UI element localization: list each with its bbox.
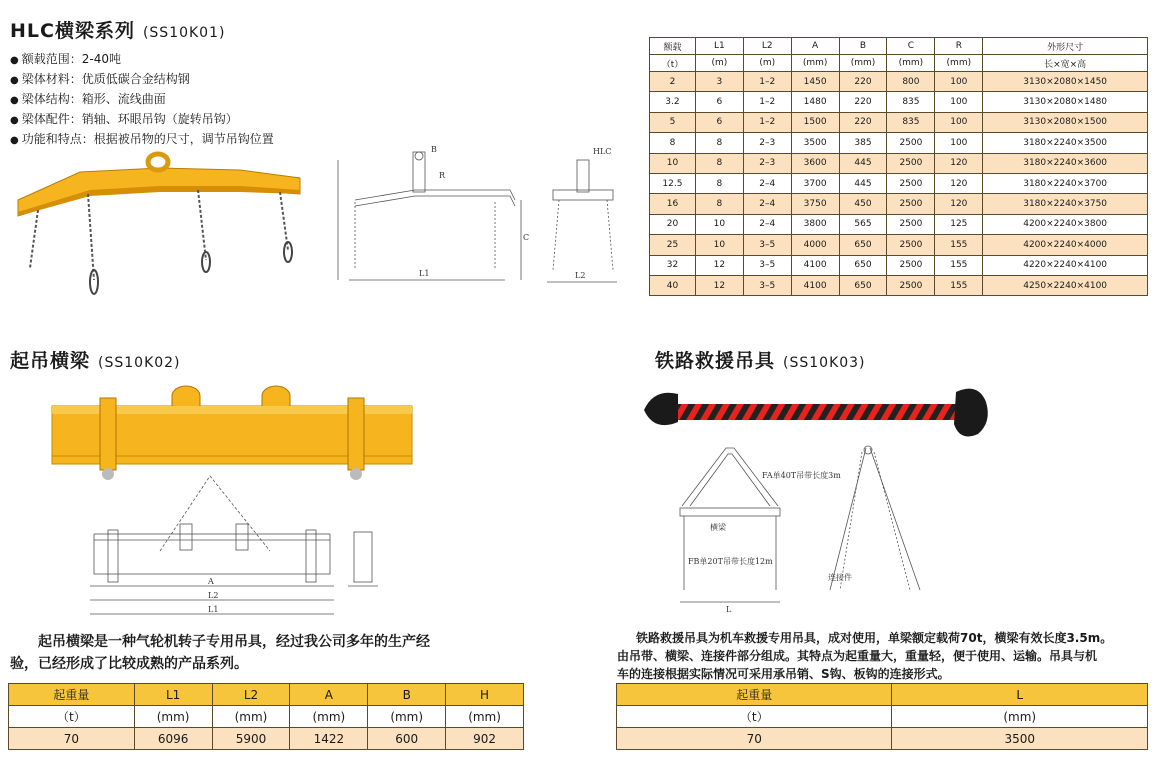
table-cell: 100 xyxy=(935,112,983,132)
table-cell: 8 xyxy=(650,133,696,153)
table-cell: 120 xyxy=(935,194,983,214)
tl-code: (SS10K03) xyxy=(783,355,866,371)
table-cell: 3 xyxy=(695,72,743,92)
header-cell: B xyxy=(368,684,446,706)
table-cell: 8 xyxy=(695,194,743,214)
header-cell: L2 xyxy=(743,38,791,55)
table-cell: 2500 xyxy=(887,173,935,193)
table-cell: 445 xyxy=(839,153,887,173)
unit-cell: (mm) xyxy=(935,55,983,72)
qd-description-line1: 起吊横梁是一种气轮机转子专用吊具，经过我公司多年的生产经 xyxy=(38,634,430,650)
hlc-feature: ● 功能和特点：根据被吊物的尺寸，调节吊钩位置 xyxy=(10,130,274,150)
table-row xyxy=(650,112,1148,132)
header-cell: C xyxy=(887,38,935,55)
hlc-feature: ● 梁体结构：箱形、流线曲面 xyxy=(10,90,274,110)
table-cell: 2500 xyxy=(887,153,935,173)
table-cell: 3–5 xyxy=(743,275,791,295)
table-cell: 3750 xyxy=(791,194,839,214)
table-cell: 650 xyxy=(839,235,887,255)
tl-technical-drawing xyxy=(670,440,950,615)
hlc-table-body xyxy=(650,72,1148,296)
drawing-label-hlc: HLC xyxy=(593,147,612,156)
table-cell: 4100 xyxy=(791,255,839,275)
unit-cell: (m) xyxy=(743,55,791,72)
value-cell: 3500 xyxy=(892,728,1148,750)
table-row xyxy=(650,194,1148,214)
hlc-feature: ● 梁体配件：销轴、环眼吊钩（旋转吊钩） xyxy=(10,110,274,130)
header-cell: L1 xyxy=(695,38,743,55)
unit-cell: (mm) xyxy=(290,706,368,728)
drawing-label-l: L xyxy=(726,605,732,614)
table-cell: 2–4 xyxy=(743,214,791,234)
unit-cell: (mm) xyxy=(791,55,839,72)
table-cell: 220 xyxy=(839,92,887,112)
drawing-label-b: B xyxy=(431,145,437,154)
table-cell: 3–5 xyxy=(743,255,791,275)
table-cell: 835 xyxy=(887,92,935,112)
table-cell: 2 xyxy=(650,72,696,92)
table-cell: 6 xyxy=(695,92,743,112)
header-cell: A xyxy=(791,38,839,55)
table-cell: 2500 xyxy=(887,133,935,153)
unit-cell: (mm) xyxy=(892,706,1148,728)
unit-cell: (mm) xyxy=(212,706,290,728)
header-cell: L2 xyxy=(212,684,290,706)
table-cell: 3–5 xyxy=(743,235,791,255)
table-cell: 100 xyxy=(935,92,983,112)
table-cell: 8 xyxy=(695,153,743,173)
qd-description-line2: 验，已经形成了比较成熟的产品系列。 xyxy=(10,656,248,672)
tl-beam-photo xyxy=(640,380,990,446)
table-row xyxy=(650,133,1148,153)
value-cell: 70 xyxy=(617,728,892,750)
table-cell: 3180×2240×3700 xyxy=(983,173,1148,193)
table-cell: 6 xyxy=(695,112,743,132)
table-row xyxy=(617,728,1148,750)
header-cell: A xyxy=(290,684,368,706)
tl-spec-table xyxy=(616,683,1148,750)
table-row xyxy=(9,728,524,750)
table-cell: 4200×2240×3800 xyxy=(983,214,1148,234)
header-cell: 外形尺寸 xyxy=(983,38,1148,55)
table-cell: 12 xyxy=(695,255,743,275)
table-row xyxy=(650,214,1148,234)
hlc-title-text: HLC横梁系列 xyxy=(10,20,135,42)
header-cell: L1 xyxy=(134,684,212,706)
table-cell: 2–4 xyxy=(743,173,791,193)
tl-title xyxy=(655,346,866,373)
unit-cell: 长×宽×高 xyxy=(983,55,1148,72)
drawing-label-a: A xyxy=(208,577,214,586)
table-cell: 4000 xyxy=(791,235,839,255)
table-cell: 16 xyxy=(650,194,696,214)
header-cell: 起重量 xyxy=(617,684,892,706)
table-row xyxy=(650,72,1148,92)
table-cell: 1–2 xyxy=(743,72,791,92)
table-cell: 800 xyxy=(887,72,935,92)
table-cell: 25 xyxy=(650,235,696,255)
table-row xyxy=(650,275,1148,295)
drawing-label-conn: 连接件 xyxy=(828,573,852,582)
table-row xyxy=(650,235,1148,255)
table-cell: 2–3 xyxy=(743,153,791,173)
table-cell: 4200×2240×4000 xyxy=(983,235,1148,255)
table-cell: 4100 xyxy=(791,275,839,295)
table-cell: 155 xyxy=(935,255,983,275)
hlc-feature: ● 梁体材料：优质低碳合金结构钢 xyxy=(10,70,274,90)
value-cell: 902 xyxy=(446,728,524,750)
header-cell: H xyxy=(446,684,524,706)
table-cell: 445 xyxy=(839,173,887,193)
table-row xyxy=(650,153,1148,173)
header-cell: 起重量 xyxy=(9,684,135,706)
table-cell: 220 xyxy=(839,72,887,92)
drawing-label-l2: L2 xyxy=(208,591,219,600)
table-cell: 220 xyxy=(839,112,887,132)
table-cell: 3180×2240×3750 xyxy=(983,194,1148,214)
table-cell: 2500 xyxy=(887,194,935,214)
header-cell: R xyxy=(935,38,983,55)
table-cell: 450 xyxy=(839,194,887,214)
table-cell: 10 xyxy=(650,153,696,173)
table-cell: 120 xyxy=(935,173,983,193)
table-cell: 385 xyxy=(839,133,887,153)
table-row xyxy=(650,92,1148,112)
qd-technical-drawing xyxy=(90,476,390,621)
drawing-label-c: C xyxy=(523,233,530,242)
qd-code: (SS10K02) xyxy=(98,355,181,371)
table-cell: 2–4 xyxy=(743,194,791,214)
unit-cell: (mm) xyxy=(839,55,887,72)
table-cell: 8 xyxy=(695,133,743,153)
table-cell: 155 xyxy=(935,235,983,255)
hlc-code: (SS10K01) xyxy=(142,25,226,41)
table-cell: 3600 xyxy=(791,153,839,173)
header-cell: 额载 xyxy=(650,38,696,55)
value-cell: 1422 xyxy=(290,728,368,750)
table-cell: 100 xyxy=(935,72,983,92)
table-cell: 1–2 xyxy=(743,112,791,132)
table-cell: 100 xyxy=(935,133,983,153)
table-cell: 10 xyxy=(695,235,743,255)
tl-description-line3: 车的连接根据实际情况可采用承吊销、S钩、板钩的连接形式。 xyxy=(617,667,950,681)
table-cell: 3800 xyxy=(791,214,839,234)
table-cell: 3130×2080×1480 xyxy=(983,92,1148,112)
drawing-label-r: R xyxy=(439,171,446,180)
table-cell: 1–2 xyxy=(743,92,791,112)
table-cell: 2500 xyxy=(887,275,935,295)
table-header-row xyxy=(9,684,524,706)
drawing-label-l1: L1 xyxy=(419,269,430,278)
hlc-feature: ● 额载范围：2-40吨 xyxy=(10,50,274,70)
table-cell: 650 xyxy=(839,255,887,275)
table-cell: 650 xyxy=(839,275,887,295)
tl-description-line2: 由吊带、横梁、连接件部分组成。其特点为起重量大，重量轻，便于使用、运输。吊具与机 xyxy=(617,649,1098,663)
table-header-row xyxy=(617,684,1148,706)
table-cell: 3180×2240×3600 xyxy=(983,153,1148,173)
tl-description-line1: 铁路救援吊具为机车救援专用吊具，成对使用，单梁额定载荷70t，横梁有效长度3.5m。 xyxy=(636,631,1113,645)
table-cell: 835 xyxy=(887,112,935,132)
value-cell: 5900 xyxy=(212,728,290,750)
table-cell: 1450 xyxy=(791,72,839,92)
drawing-label-fa: FA单40T吊带长度3m xyxy=(762,471,841,480)
table-row xyxy=(650,173,1148,193)
value-cell: 70 xyxy=(9,728,135,750)
table-cell: 12.5 xyxy=(650,173,696,193)
hlc-title xyxy=(10,16,225,43)
table-cell: 155 xyxy=(935,275,983,295)
hlc-beam-photo xyxy=(10,150,310,300)
table-cell: 1480 xyxy=(791,92,839,112)
table-cell: 565 xyxy=(839,214,887,234)
unit-cell: （t） xyxy=(9,706,135,728)
header-cell: L xyxy=(892,684,1148,706)
table-units-row xyxy=(650,55,1148,72)
drawing-label-fb: FB单20T吊带长度12m xyxy=(688,557,773,566)
table-units-row xyxy=(617,706,1148,728)
hlc-feature-list xyxy=(10,50,274,150)
table-cell: 2500 xyxy=(887,235,935,255)
drawing-label-beam: 横梁 xyxy=(710,523,726,532)
table-cell: 1500 xyxy=(791,112,839,132)
table-header-row xyxy=(650,38,1148,55)
table-cell: 125 xyxy=(935,214,983,234)
table-cell: 8 xyxy=(695,173,743,193)
table-cell: 2–3 xyxy=(743,133,791,153)
table-cell: 2500 xyxy=(887,255,935,275)
table-cell: 20 xyxy=(650,214,696,234)
table-cell: 3500 xyxy=(791,133,839,153)
table-cell: 3130×2080×1450 xyxy=(983,72,1148,92)
table-cell: 10 xyxy=(695,214,743,234)
table-cell: 3700 xyxy=(791,173,839,193)
unit-cell: (mm) xyxy=(887,55,935,72)
unit-cell: （t） xyxy=(650,55,696,72)
value-cell: 600 xyxy=(368,728,446,750)
table-cell: 3130×2080×1500 xyxy=(983,112,1148,132)
table-cell: 4220×2240×4100 xyxy=(983,255,1148,275)
header-cell: B xyxy=(839,38,887,55)
qd-spec-table xyxy=(8,683,524,750)
qd-title-text: 起吊横梁 xyxy=(10,350,91,372)
unit-cell: (mm) xyxy=(134,706,212,728)
qd-beam-photo xyxy=(52,386,414,486)
table-cell: 5 xyxy=(650,112,696,132)
hlc-spec-table xyxy=(649,37,1148,296)
table-cell: 3180×2240×3500 xyxy=(983,133,1148,153)
table-cell: 120 xyxy=(935,153,983,173)
table-cell: 4250×2240×4100 xyxy=(983,275,1148,295)
unit-cell: (mm) xyxy=(446,706,524,728)
drawing-label-l2: L2 xyxy=(575,271,586,280)
unit-cell: (m) xyxy=(695,55,743,72)
hlc-technical-drawing xyxy=(335,140,615,290)
table-row xyxy=(650,255,1148,275)
qd-title xyxy=(10,346,181,373)
table-units-row xyxy=(9,706,524,728)
unit-cell: （t） xyxy=(617,706,892,728)
table-cell: 32 xyxy=(650,255,696,275)
table-cell: 12 xyxy=(695,275,743,295)
unit-cell: (mm) xyxy=(368,706,446,728)
drawing-label-l1: L1 xyxy=(208,605,219,614)
table-cell: 3.2 xyxy=(650,92,696,112)
value-cell: 6096 xyxy=(134,728,212,750)
tl-title-text: 铁路救援吊具 xyxy=(655,350,776,372)
table-cell: 2500 xyxy=(887,214,935,234)
table-cell: 40 xyxy=(650,275,696,295)
